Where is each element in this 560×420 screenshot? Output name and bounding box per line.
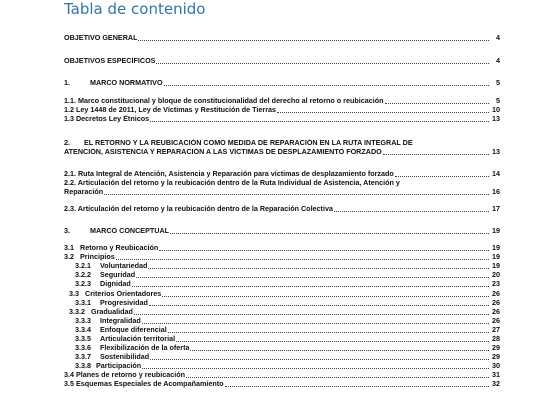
leader-dots <box>136 276 489 278</box>
leader-dots <box>334 210 489 212</box>
toc-entry-text: Progresividad <box>100 299 148 307</box>
leader-dots <box>159 249 489 251</box>
toc-entry-page: 19 <box>492 243 500 252</box>
toc-entry-number: 3.3.6 <box>75 343 91 352</box>
toc-entry-number: 3. <box>64 226 70 235</box>
leader-dots <box>149 304 489 306</box>
toc-entry-3-3-8[interactable] <box>75 362 500 370</box>
toc-entry-page: 20 <box>492 270 500 279</box>
toc-entry-text-line2: Reparación <box>64 188 104 196</box>
toc-entry-3-5[interactable] <box>64 380 500 388</box>
toc-entry-number: 3.2.1 <box>75 261 91 270</box>
toc-entry-3-3-4[interactable] <box>75 326 500 334</box>
toc-entry-page: 29 <box>492 352 500 361</box>
leader-dots <box>190 349 489 351</box>
leader-dots <box>385 102 489 104</box>
toc-entry-3-3-6[interactable] <box>75 344 500 352</box>
toc-entry-text: Enfoque diferencial <box>100 326 167 334</box>
toc-entry-3-3-7[interactable] <box>75 353 500 361</box>
toc-entry-number: 3.3.7 <box>75 352 91 361</box>
toc-entry-3-2[interactable] <box>64 253 500 261</box>
toc-entry-page: 16 <box>492 187 500 196</box>
toc-entry-number: 3.2.2 <box>75 270 91 279</box>
toc-entry-retorno-reubicacion[interactable] <box>64 139 500 156</box>
toc-entry-text: Retorno y Reubicación <box>80 244 159 252</box>
toc-entry-page: 23 <box>492 279 500 288</box>
toc-entry-page: 5 <box>496 78 500 87</box>
leader-dots <box>156 62 489 64</box>
toc-entry-number: 3.2 <box>64 252 74 261</box>
leader-dots <box>277 111 489 113</box>
toc-entry-3-3-3[interactable] <box>75 317 500 325</box>
toc-entry-text: 1.3 Decretos Ley Étnicos <box>64 115 150 123</box>
leader-dots <box>150 120 489 122</box>
leader-dots <box>225 385 489 387</box>
toc-entry-marco-conceptual[interactable] <box>64 227 500 235</box>
toc-entry-page: 32 <box>492 379 500 388</box>
toc-entry-2-2[interactable] <box>64 179 500 196</box>
toc-entry-2-3[interactable] <box>64 205 500 213</box>
leader-dots <box>150 358 489 360</box>
toc-entry-page: 19 <box>492 261 500 270</box>
toc-entry-text: Integralidad <box>100 317 141 325</box>
leader-dots <box>134 313 489 315</box>
toc-entry-text: Participación <box>96 362 142 370</box>
toc-entry-page: 4 <box>496 33 500 42</box>
toc-entry-text: 2.2. Articulación del retorno y la reubicación dentro de la Ruta Individual de Asistencia, Atención y <box>64 179 400 187</box>
toc-entry-text: 2.1. Ruta Integral de Atención, Asistencia y Reparación para víctimas de desplazamiento forzado <box>64 170 394 178</box>
toc-entry-3-1[interactable] <box>64 244 500 252</box>
leader-dots <box>176 340 489 342</box>
toc-entry-text: Flexibilización de la oferta <box>100 344 190 352</box>
toc-entry-2-1[interactable] <box>64 170 500 178</box>
leader-dots <box>104 193 489 195</box>
toc-entry-text: 1.1. Marco constitucional y bloque de constitucionalidad del derecho al retorno o reubicación <box>64 97 384 105</box>
toc-entry-page: 26 <box>492 316 500 325</box>
toc-entry-number: 1. <box>64 78 70 87</box>
leader-dots <box>132 285 489 287</box>
toc-entry-text: Articulación territorial <box>100 335 176 343</box>
leader-dots <box>383 153 489 155</box>
leader-dots <box>138 39 489 41</box>
toc-entry-number: 3.3.1 <box>75 298 91 307</box>
toc-entry-marco-normativo[interactable] <box>64 79 500 87</box>
toc-entry-text: Sostenibilidad <box>100 353 150 361</box>
toc-entry-page: 14 <box>492 169 500 178</box>
leader-dots <box>170 232 489 234</box>
toc-entry-text: Principios <box>80 253 115 261</box>
toc-entry-page: 30 <box>492 361 500 370</box>
toc-entry-page: 13 <box>492 114 500 123</box>
toc-entry-page: 17 <box>492 204 500 213</box>
toc-entry-text: Gradualidad <box>91 308 133 316</box>
toc-entry-1-2[interactable] <box>64 106 500 114</box>
toc-entry-3-2-2[interactable] <box>75 271 500 279</box>
toc-entry-3-4[interactable] <box>64 371 500 379</box>
leader-dots <box>116 258 489 260</box>
toc-entry-3-3-2[interactable] <box>69 308 500 316</box>
leader-dots <box>148 267 489 269</box>
toc-entry-number: 3.3.4 <box>75 325 91 334</box>
toc-entry-text: 2.3. Articulación del retorno y la reubicación dentro de la Reparación Colectiva <box>64 205 333 213</box>
toc-entry-text: 3.4 Planes de retorno y reubicación <box>64 371 186 379</box>
toc-entry-number: 3.1 <box>64 243 74 252</box>
toc-entry-3-2-1[interactable] <box>75 262 500 270</box>
toc-entry-text: OBJETIVOS ESPECÍFICOS <box>64 57 156 65</box>
toc-entry-1-3[interactable] <box>64 115 500 123</box>
toc-entry-3-3-5[interactable] <box>75 335 500 343</box>
toc-entry-number: 3.2.3 <box>75 279 91 288</box>
toc-entry-text: 1.2 Ley 1448 de 2011, Ley de Víctimas y Restitución de Tierras <box>64 106 277 114</box>
toc-entry-page: 4 <box>496 56 500 65</box>
leader-dots <box>395 175 489 177</box>
toc-entry-text: MARCO NORMATIVO <box>90 79 163 87</box>
toc-entry-number: 3.3.2 <box>69 307 85 316</box>
toc-entry-page: 19 <box>492 226 500 235</box>
toc-entry-page: 19 <box>492 252 500 261</box>
toc-entry-page: 26 <box>492 307 500 316</box>
leader-dots <box>164 84 489 86</box>
toc-heading: Tabla de contenido <box>64 0 206 18</box>
leader-dots <box>162 295 489 297</box>
toc-entry-objetivos-especificos[interactable] <box>64 57 500 65</box>
toc-entry-text: Criterios Orientadores <box>85 290 162 298</box>
toc-entry-number: 3.3.8 <box>75 361 91 370</box>
toc-entry-page: 31 <box>492 370 500 379</box>
toc-entry-text-line2: ATENCIÓN, ASISTENCIA Y REPARACIÓN A LAS VÍCTIMAS DE DESPLAZAMIENTO FORZADO <box>64 148 382 156</box>
toc-entry-page: 10 <box>492 105 500 114</box>
toc-entry-number: 3.3.3 <box>75 316 91 325</box>
leader-dots <box>142 322 489 324</box>
toc-entry-number: 2. <box>64 138 70 147</box>
toc-entry-text: Seguridad <box>100 271 136 279</box>
leader-dots <box>142 367 489 369</box>
toc-entry-3-3[interactable] <box>69 290 500 298</box>
toc-entry-text: 3.5 Esquemas Especiales de Acompañamiento <box>64 380 224 388</box>
toc-entry-page: 29 <box>492 343 500 352</box>
toc-entry-text: EL RETORNO Y LA REUBICACIÓN COMO MEDIDA DE REPARACIÓN EN LA RUTA INTEGRAL DE <box>84 139 413 147</box>
toc-entry-page: 26 <box>492 298 500 307</box>
toc-entry-text: OBJETIVO GENERAL <box>64 34 138 42</box>
toc-entry-number: 3.3.5 <box>75 334 91 343</box>
leader-dots <box>168 331 489 333</box>
toc-entry-text: Voluntariedad <box>100 262 148 270</box>
toc-entry-page: 26 <box>492 289 500 298</box>
toc-entry-page: 5 <box>496 96 500 105</box>
toc-entry-3-2-3[interactable] <box>75 280 500 288</box>
toc-entry-page: 27 <box>492 325 500 334</box>
toc-entry-number: 3.3 <box>69 289 79 298</box>
toc-entry-page: 13 <box>492 147 500 156</box>
toc-entry-page: 28 <box>492 334 500 343</box>
toc-entry-objetivo-general[interactable] <box>64 34 500 42</box>
leader-dots <box>186 376 489 378</box>
toc-entry-text: Dignidad <box>100 280 131 288</box>
toc-entry-text: MARCO CONCEPTUAL <box>90 227 170 235</box>
toc-entry-3-3-1[interactable] <box>75 299 500 307</box>
toc-entry-1-1[interactable] <box>64 97 500 105</box>
